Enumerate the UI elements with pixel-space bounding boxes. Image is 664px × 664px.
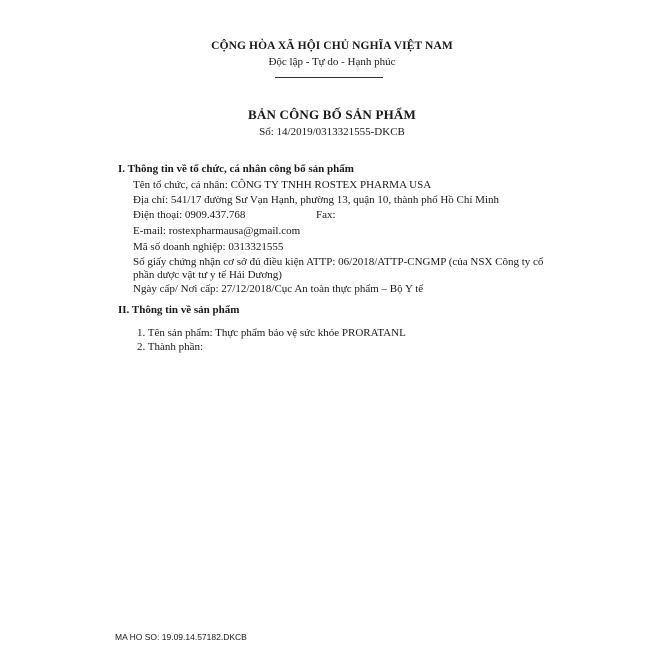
document-title: BẢN CÔNG BỐ SẢN PHẨM (248, 107, 416, 122)
organization-name: Tên tổ chức, cá nhân: CÔNG TY TNHH ROSTEX PHARMA USA (133, 179, 432, 191)
organization-address: Địa chỉ: 541/17 đường Sư Vạn Hạnh, phường 13, quận 10, thành phố Hồ Chí Minh (133, 194, 500, 206)
header-divider (275, 77, 383, 78)
ingredients-label: 2. Thành phần: (137, 341, 204, 353)
product-name: 1. Tên sản phẩm: Thực phẩm bảo vệ sức khỏe PRORATANL (137, 327, 406, 339)
food-safety-certificate-continued: phần dược vật tư y tế Hải Dương) (133, 269, 282, 281)
section-1-heading: I. Thông tin về tổ chức, cá nhân công bố sản phẩm (118, 163, 354, 175)
issue-date-place: Ngày cấp/ Nơi cấp: 27/12/2018/Cục An toàn thực phẩm – Bộ Y tế (133, 283, 424, 295)
national-motto: Độc lập - Tự do - Hạnh phúc (268, 56, 396, 68)
business-code: Mã số doanh nghiệp: 0313321555 (133, 241, 284, 253)
phone-number: Điện thoại: 0909.437.768 (133, 209, 246, 221)
section-2-heading: II. Thông tin về sản phẩm (118, 304, 240, 316)
record-code: MA HO SO: 19.09.14.57182.DKCB (115, 632, 247, 642)
email-address: E-mail: rostexpharmausa@gmail.com (133, 225, 301, 237)
food-safety-certificate: Số giấy chứng nhận cơ sở đủ điều kiện ATTP: 06/2018/ATTP-CNGMP (của NSX Công ty cổ (133, 256, 544, 268)
nation-title: CỘNG HÒA XÃ HỘI CHỦ NGHĨA VIỆT NAM (211, 40, 453, 52)
document-number: Số: 14/2019/0313321555-DKCB (259, 126, 405, 138)
fax-number: Fax: (316, 209, 336, 221)
